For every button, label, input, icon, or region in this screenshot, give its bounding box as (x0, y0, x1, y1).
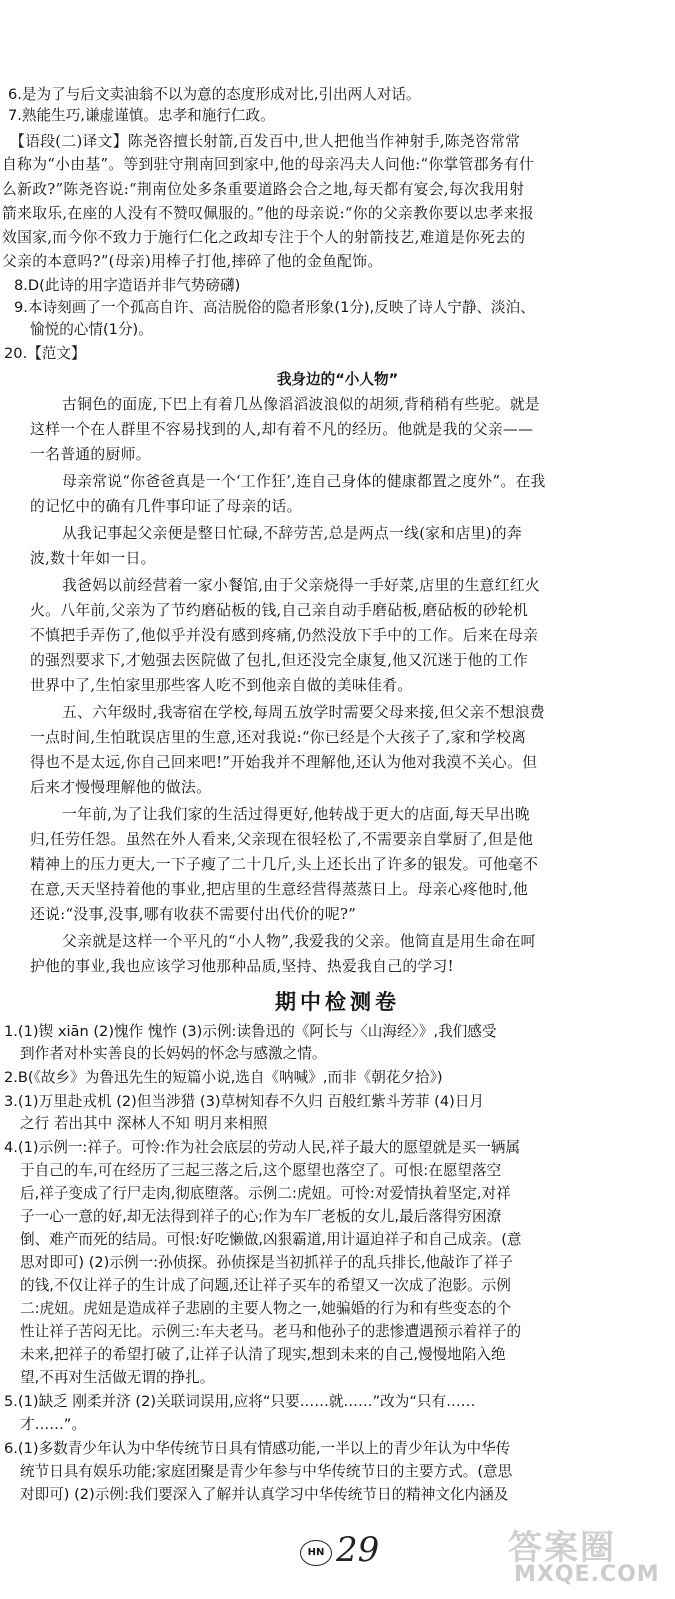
translation-line: 效国家,而今你不致力于施行仁化之政却专注于个人的射箭技艺,难道是你死去的 (2, 229, 526, 246)
essay-line: 父亲就是这样一个平凡的“小人物”,我爱我的父亲。他简直是用生命在呵 (62, 933, 536, 950)
exam-line: 倒、难产而死的结局。可恨:好吃懒做,凶狠霸道,用计逼迫祥子和自己成亲。(意 (20, 1231, 522, 1248)
exam-line: 二:虎妞。虎妞是造成祥子悲剧的主要人物之一,她骗婚的行为和有些变态的个 (20, 1300, 512, 1317)
translation-line: 么新政?”陈尧咨说:“荆南位处多条重要道路会合之地,每天都有宴会,每次我用射 (2, 181, 525, 198)
essay-title: 我身边的“小人物” (276, 371, 399, 388)
essay-line: 一年前,为了让我们家的生活过得更好,他转战于更大的店面,每天早出晚 (62, 806, 530, 823)
exam-line: 之行 若出其中 深林人不知 明月来相照 (20, 1115, 268, 1132)
essay-line: 不慎把手弄伤了,他似乎并没有感到疼痛,仍然没放下手中的工作。后来在母亲 (30, 627, 539, 644)
essay-line: 从我记事起父亲便是整日忙碌,不辞劳苦,总是两点一线(家和店里)的奔 (62, 525, 522, 542)
exam-line: 1.(1)锲 xiān (2)愧作 愧怍 (3)示例:读鲁迅的《阿长与〈山海经〉》,我们感受 (4, 1023, 497, 1040)
exam-line: 2.B(《故乡》为鲁迅先生的短篇小说,选自《呐喊》,而非《朝花夕拾》) (4, 1069, 443, 1086)
essay-line: 五、六年级时,我寄宿在学校,每周五放学时需要父母来接,但父亲不想浪费 (62, 704, 546, 721)
exam-line: 性让祥子苦闷无比。示例三:车夫老马。老马和他孙子的悲惨遭遇预示着祥子的 (20, 1323, 522, 1340)
essay-line: 母亲常说“你爸爸真是一个‘工作狂’,连自己身体的健康都置之度外”。在我 (62, 473, 546, 490)
essay-line: 得也不是太远,你自己回来吧!”开始我并不理解他,还认为他对我漠不关心。但 (30, 754, 538, 771)
answer-8: 8.D(此诗的用字造语并非气势磅礴) (14, 277, 241, 294)
hn-seal: HN (300, 1540, 332, 1566)
essay-line: 一点时间,生怕耽误店里的生意,还对我说:“你已经是个大孩子了,家和学校离 (30, 729, 527, 746)
answer-7: 7.熟能生巧,谦虚谨慎。忠孝和施行仁政。 (8, 107, 275, 124)
answer-20: 20.【范文】 (4, 345, 86, 362)
essay-line: 火。八年前,父亲为了节约磨砧板的钱,自己亲自动手磨砧板,磨砧板的砂轮机 (30, 602, 529, 619)
exam-line: 才……”。 (20, 1416, 86, 1433)
essay-line: 还说:“没事,没事,哪有收获不需要付出代价的呢?” (30, 906, 357, 923)
essay-line: 后来才慢慢理解他的做法。 (30, 779, 212, 796)
page-number: 29 (336, 1530, 380, 1570)
essay-line: 世界中了,生怕家里那些客人吃不到他亲自做的美味佳肴。 (30, 677, 413, 694)
exam-line: 望,不再对生活做无谓的挣扎。 (20, 1369, 215, 1386)
translation-line: 箭来取乐,在座的人没有不赞叹佩服的。”他的母亲说:“你的父亲教你要以忠孝来报 (2, 205, 534, 222)
essay-line: 的记忆中的确有几件事印证了母亲的话。 (30, 498, 302, 515)
answer-9-cont: 愉悦的心情(1分)。 (30, 321, 153, 338)
answer-6: 6.是为了与后文卖油翁不以为意的态度形成对比,引出两人对话。 (8, 86, 421, 103)
essay-line: 在意,天天坚持着他的事业,把店里的生意经营得蒸蒸日上。母亲心疼他时,他 (30, 881, 529, 898)
exam-line: 的钱,不仅让祥子的生计成了问题,还让祥子买车的希望又一次成了泡影。示例 (20, 1277, 511, 1294)
exam-line: 于自己的车,可在经历了三起三落之后,这个愿望也落空了。可恨:在愿望落空 (20, 1162, 502, 1179)
exam-line: 未来,把祥子的希望打破了,让祥子认清了现实,想到未来的自己,慢慢地陷入绝 (20, 1346, 506, 1363)
translation-line: 【语段(二)译文】陈尧咨擅长射箭,百发百中,世人把他当作神射手,陈尧咨常常 (10, 133, 521, 150)
essay-line: 护他的事业,我也应该学习他那种品质,坚持、热爱我自己的学习! (30, 958, 454, 975)
exam-line: 子一心一意的好,却无法得到祥子的心;作为车厂老板的女儿,最后落得穷困潦 (20, 1208, 502, 1225)
essay-line: 古铜色的面庞,下巴上有着几丛像滔滔波浪似的胡须,背稍稍有些驼。就是 (62, 396, 541, 413)
essay-line: 归,任劳任怨。虽然在外人看来,父亲现在很轻松了,不需要亲自掌厨了,但是他 (30, 831, 534, 848)
section-title: 期中检测卷 (275, 989, 400, 1014)
essay-line: 精神上的压力更大,一下子瘦了二十几斤,头上还长出了许多的银发。可他毫不 (30, 856, 539, 873)
essay-line: 一名普通的厨师。 (30, 446, 151, 463)
exam-line: 3.(1)万里赴戎机 (2)但当涉猎 (3)草树知春不久归 百般红紫斗芳菲 (4)日月 (4, 1093, 485, 1110)
watermark-url: MXQE.COM (514, 1562, 660, 1587)
exam-line: 6.(1)多数青少年认为中华传统节日具有情感功能,一半以上的青少年认为中华传 (4, 1440, 511, 1457)
exam-line: 统节日具有娱乐功能;家庭团聚是青少年参与中华传统节日的主要方式。(意思 (20, 1463, 513, 1480)
watermark (508, 1520, 668, 1592)
exam-line: 5.(1)缺乏 刚柔并济 (2)关联词误用,应将“只要……就……”改为“只有…… (4, 1393, 476, 1410)
essay-line: 的强烈要求下,才勉强去医院做了包扎,但还没完全康复,他又沉迷于他的工作 (30, 652, 529, 669)
essay-line: 我爸妈以前经营着一家小餐馆,由于父亲烧得一手好菜,店里的生意红红火 (62, 577, 541, 594)
watermark-logo: 答案圈 (508, 1528, 616, 1568)
exam-line: 4.(1)示例一:祥子。可怜:作为社会底层的劳动人民,祥子最大的愿望就是买一辆属 (4, 1139, 521, 1156)
answer-9: 9.本诗刻画了一个孤高自许、高洁脱俗的隐者形象(1分),反映了诗人宁静、淡泊、 (14, 299, 535, 316)
essay-line: 波,数十年如一日。 (30, 550, 156, 567)
exam-line: 后,祥子变成了行尸走肉,彻底堕落。示例二:虎妞。可怜:对爱情执着坚定,对祥 (20, 1185, 511, 1202)
exam-line: 到作者对朴实善良的长妈妈的怀念与感激之情。 (20, 1045, 327, 1062)
translation-line: 父亲的本意吗?”(母亲)用棒子打他,摔碎了他的金鱼配饰。 (2, 253, 383, 270)
essay-line: 这样一个在人群里不容易找到的人,却有着不凡的经历。他就是我的父亲—— (30, 421, 534, 438)
exam-line: 对即可) (2)示例:我们要深入了解并认真学习中华传统节日的精神文化内涵及 (20, 1486, 509, 1503)
exam-line: 思对即可) (2)示例一:孙侦探。孙侦探是当初抓祥子的乱兵排长,他敲诈了祥子 (20, 1254, 513, 1271)
translation-line: 自称为“小由基”。等到驻守荆南回到家中,他的母亲冯夫人问他:“你掌管郡务有什 (2, 156, 535, 173)
